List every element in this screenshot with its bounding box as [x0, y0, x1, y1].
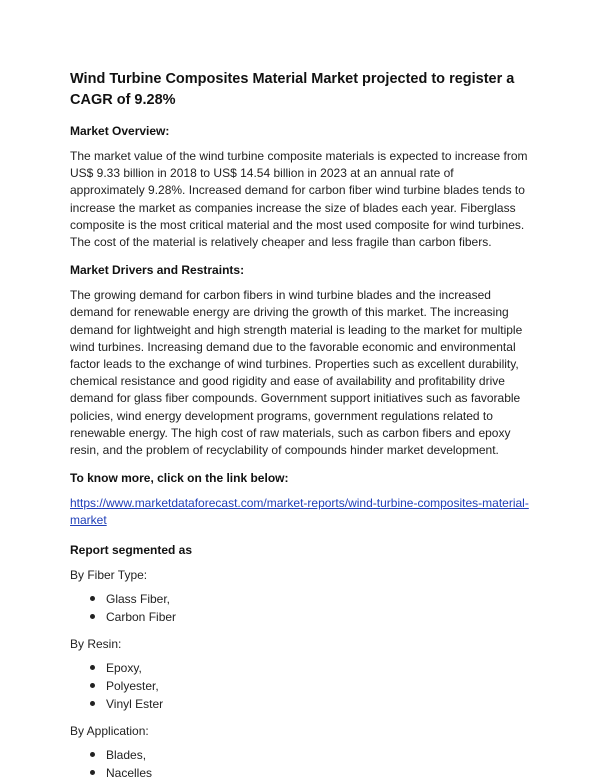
page-title: Wind Turbine Composites Material Market projected to register a CAGR of 9.28% [70, 71, 515, 108]
segments-heading: Report segmented as [70, 542, 193, 557]
list-item: Polyester, [70, 677, 530, 695]
report-link[interactable]: https://www.marketdataforecast.com/market-reports/wind-turbine-composites-material-market [70, 496, 529, 528]
section-heading-market-overview: Market Overview: [70, 124, 170, 138]
bullet-icon [90, 614, 95, 619]
group-label-resin: By Resin: [70, 636, 122, 651]
list-resin [70, 659, 530, 713]
list-item: Vinyl Ester [70, 695, 530, 713]
list-item: Blades, [70, 746, 530, 764]
more-info-heading: To know more, click on the link below: [70, 471, 289, 486]
bullet-icon [90, 596, 95, 601]
list-fiber-type [70, 590, 530, 626]
bullet-icon [90, 752, 95, 757]
bullet-icon [90, 665, 95, 670]
group-label-application: By Application: [70, 723, 149, 738]
bullet-icon [90, 683, 95, 688]
bullet-icon [90, 770, 95, 775]
list-item: Epoxy, [70, 659, 530, 677]
section-body-drivers-restraints: The growing demand for carbon fibers in wind turbine blades and the increased demand for renewable energy are driving the growth of this market. The increasing demand for lightweight and high strength material is leading to the market for multiple wind turbines. Increasing demand due to the favorable economic and environmental factor leads to the exchange of wind turbines. Properties such as excellent durability, chemical resistance and good rigidity and ease of availability and profitability drive demand for glass fiber compounds. Government support initiatives such as favorable policies, wind energy development programs, government regulations related to renewable energy. The high cost of raw materials, such as carbon fibers and epoxy resin, and the problem of recyclability of compounds hinder market development. [70, 288, 523, 458]
list-item: Glass Fiber, [70, 590, 530, 608]
list-application [70, 746, 530, 782]
list-item: Carbon Fiber [70, 608, 530, 626]
section-heading-drivers-restraints: Market Drivers and Restraints: [70, 263, 245, 278]
group-label-fiber-type: By Fiber Type: [70, 567, 148, 582]
bullet-icon [90, 701, 95, 706]
section-body-market-overview: The market value of the wind turbine composite materials is expected to increase from US$ 9.33 billion in 2018 to US$ 14.54 billion in 2023 at an annual rate of approximately 9.28%. Increased demand for carbon fiber wind turbine blades tends to increase the market as companies increase the size of blades each year. Fiberglass composite is the most critical material and the most used composite for wind turbines. The cost of the material is relatively cheaper and less fragile than carbon fibers. [70, 149, 528, 250]
list-item: Nacelles [70, 764, 530, 782]
